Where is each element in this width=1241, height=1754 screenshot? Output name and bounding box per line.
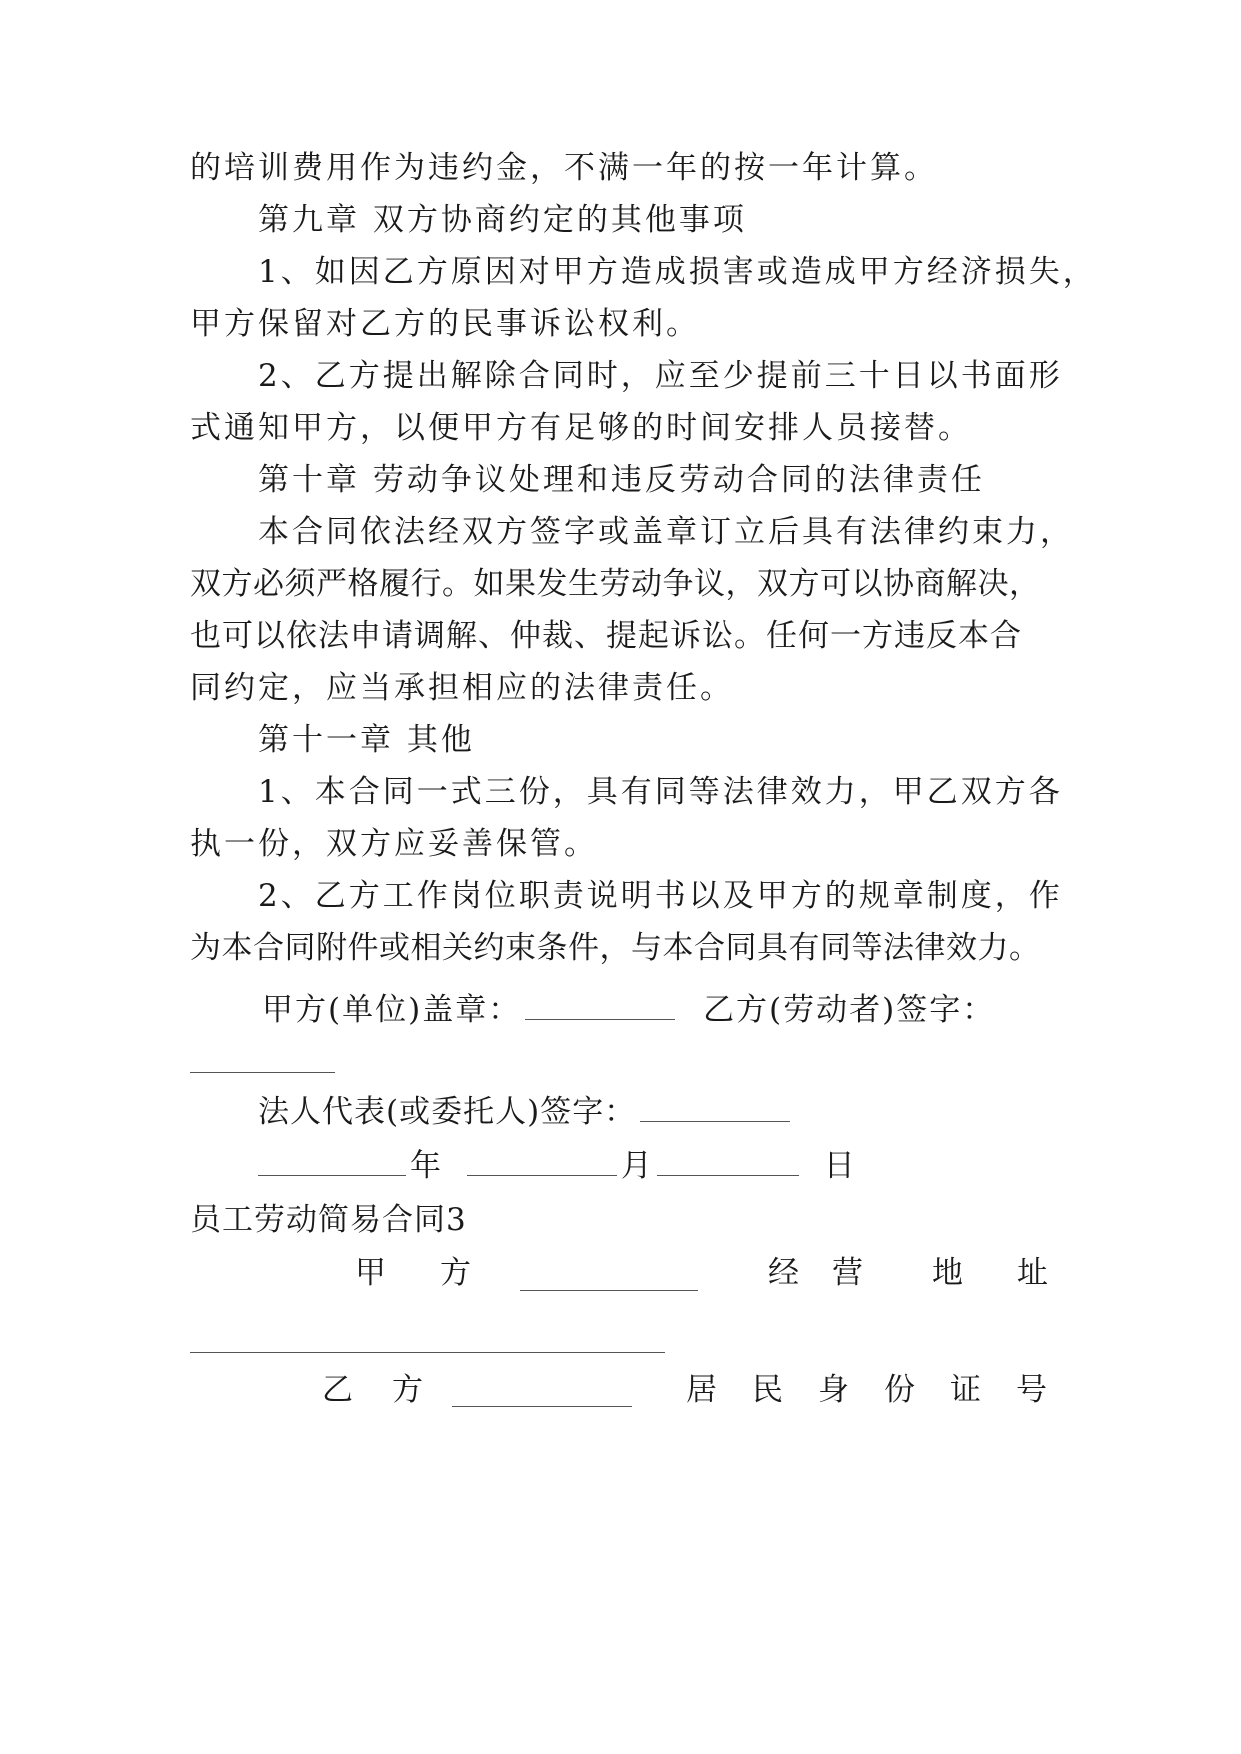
id-number-char: 号 (1016, 1372, 1047, 1408)
address-char: 营 (832, 1255, 863, 1291)
text-line: 1、如因乙方原因对甲方造成损害或造成甲方经济损失， (258, 254, 1097, 290)
chapter-heading: 第十一章 其他 (258, 722, 475, 758)
chapter-heading: 第九章 双方协商约定的其他事项 (258, 202, 747, 238)
text-line: 为本合同附件或相关约束条件，与本合同具有同等法律效力。 (190, 930, 1041, 966)
party-a-char: 甲 (355, 1255, 386, 1291)
signature-line (262, 990, 995, 1030)
day-label: 日 (823, 1148, 856, 1184)
text-line: 式通知甲方，以便甲方有足够的时间安排人员接替。 (190, 410, 972, 446)
text-line: 也可以依法申请调解、仲裁、提起诉讼。任何一方违反本合 (190, 618, 1022, 654)
text-line: 同约定，应当承担相应的法律责任。 (190, 670, 734, 706)
party-a-seal-label: 甲方(单位)盖章： (262, 992, 522, 1028)
year-blank[interactable] (258, 1147, 406, 1176)
year-label: 年 (410, 1148, 442, 1184)
text-line: 双方必须严格履行。如果发生劳动争议，双方可以协商解决， (190, 566, 1041, 602)
address-char: 址 (1017, 1255, 1048, 1291)
party-a-char: 方 (440, 1255, 471, 1291)
text-line: 甲方保留对乙方的民事诉讼权利。 (190, 306, 700, 342)
id-number-char: 居 (686, 1372, 717, 1408)
legal-rep-blank[interactable] (640, 1093, 790, 1122)
section-title: 员工劳动简易合同3 (190, 1202, 467, 1238)
party-a-blank[interactable] (520, 1290, 698, 1291)
party-b-char: 方 (392, 1372, 423, 1408)
address-char: 地 (932, 1255, 963, 1291)
address-char: 经 (768, 1255, 799, 1291)
id-number-char: 身 (818, 1372, 849, 1408)
party-b-blank[interactable] (452, 1406, 632, 1407)
legal-rep-label: 法人代表(或委托人)签字： (258, 1094, 637, 1130)
party-b-sign-label: 乙方(劳动者)签字： (703, 992, 996, 1028)
party-b-char: 乙 (322, 1372, 353, 1408)
text-line: 本合同依法经双方签字或盖章订立后具有法律约束力， (258, 514, 1074, 550)
legal-rep-line (258, 1092, 794, 1132)
date-line (258, 1146, 856, 1186)
id-number-char: 民 (752, 1372, 783, 1408)
text-line: 1、本合同一式三份，具有同等法律效力，甲乙双方各 (258, 774, 1063, 810)
address-blank[interactable] (190, 1352, 665, 1353)
chapter-heading: 第十章 劳动争议处理和违反劳动合同的法律责任 (258, 462, 985, 498)
id-number-char: 证 (950, 1372, 981, 1408)
party-a-seal-blank[interactable] (525, 991, 675, 1020)
id-number-char: 份 (884, 1372, 915, 1408)
month-blank[interactable] (467, 1147, 617, 1176)
party-b-sign-blank[interactable] (190, 1072, 335, 1073)
text-line: 2、乙方提出解除合同时，应至少提前三十日以书面形 (258, 358, 1063, 394)
text-line: 的培训费用作为违约金，不满一年的按一年计算。 (190, 150, 938, 186)
day-blank[interactable] (657, 1147, 799, 1176)
month-label: 月 (620, 1148, 653, 1184)
text-line: 执一份，双方应妥善保管。 (190, 826, 598, 862)
text-line: 2、乙方工作岗位职责说明书以及甲方的规章制度，作 (258, 878, 1063, 914)
